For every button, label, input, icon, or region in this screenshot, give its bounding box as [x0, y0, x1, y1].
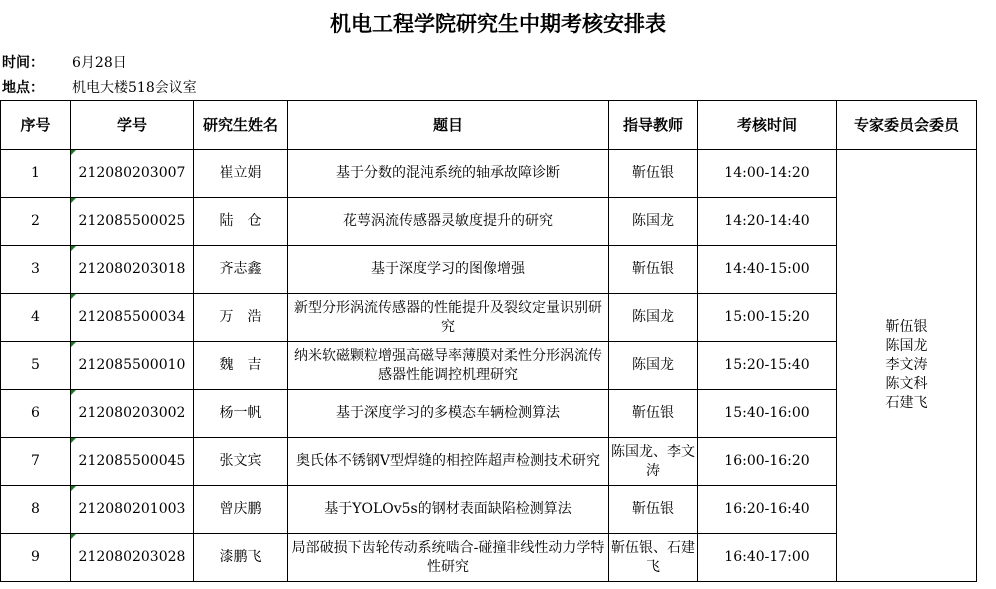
- exam-time[interactable]: 14:20-14:40: [698, 198, 837, 246]
- exam-time[interactable]: 16:40-17:00: [698, 534, 837, 582]
- table-row: [1, 534, 977, 582]
- header-advisor: 指导教师: [609, 101, 698, 150]
- table-row: [1, 150, 977, 198]
- topic[interactable]: 新型分形涡流传感器的性能提升及裂纹定量识别研究: [288, 294, 609, 342]
- place-row: [2, 77, 197, 97]
- advisor[interactable]: 靳伍银、石建飞: [609, 534, 698, 582]
- expert-committee-cell[interactable]: [837, 150, 977, 582]
- table-row: [1, 246, 977, 294]
- topic[interactable]: 基于YOLOv5s的钢材表面缺陷检测算法: [288, 486, 609, 534]
- table-row: [1, 342, 977, 390]
- row-no: 1: [1, 150, 71, 198]
- row-no: 4: [1, 294, 71, 342]
- header-student-id: 学号: [71, 101, 194, 150]
- exam-time[interactable]: 16:00-16:20: [698, 438, 837, 486]
- row-no: 8: [1, 486, 71, 534]
- exam-time[interactable]: 16:20-16:40: [698, 486, 837, 534]
- row-no: 9: [1, 534, 71, 582]
- header-topic: 题目: [288, 101, 609, 150]
- row-no: 2: [1, 198, 71, 246]
- student-name[interactable]: 万 浩: [194, 294, 288, 342]
- student-name[interactable]: 漆鹏飞: [194, 534, 288, 582]
- advisor[interactable]: 陈国龙、李文涛: [609, 438, 698, 486]
- expert-name: 陈文科: [885, 376, 928, 392]
- student-name[interactable]: 魏 吉: [194, 342, 288, 390]
- row-no: 6: [1, 390, 71, 438]
- topic[interactable]: 纳米软磁颗粒增强高磁导率薄膜对柔性分形涡流传感器性能调控机理研究: [288, 342, 609, 390]
- table-row: [1, 438, 977, 486]
- student-name[interactable]: 崔立娟: [194, 150, 288, 198]
- advisor[interactable]: 靳伍银: [609, 246, 698, 294]
- advisor[interactable]: 靳伍银: [609, 390, 698, 438]
- student-id[interactable]: 212080201003: [71, 486, 194, 534]
- student-id[interactable]: 212085500025: [71, 198, 194, 246]
- time-label: 时间：: [2, 55, 44, 71]
- row-no: 3: [1, 246, 71, 294]
- student-name[interactable]: 陆 仓: [194, 198, 288, 246]
- student-id[interactable]: 212080203007: [71, 150, 194, 198]
- place-value: 机电大楼518会议室: [72, 80, 197, 96]
- exam-time[interactable]: 14:40-15:00: [698, 246, 837, 294]
- expert-name: 陈国龙: [885, 338, 928, 354]
- exam-time[interactable]: 14:00-14:20: [698, 150, 837, 198]
- topic[interactable]: 局部破损下齿轮传动系统啮合-碰撞非线性动力学特性研究: [288, 534, 609, 582]
- place-label: 地点：: [2, 80, 44, 96]
- advisor[interactable]: 靳伍银: [609, 486, 698, 534]
- header-exam-time: 考核时间: [698, 101, 837, 150]
- topic[interactable]: 基于分数的混沌系统的轴承故障诊断: [288, 150, 609, 198]
- student-id[interactable]: 212085500034: [71, 294, 194, 342]
- advisor[interactable]: 陈国龙: [609, 198, 698, 246]
- topic[interactable]: 奥氏体不锈钢V型焊缝的相控阵超声检测技术研究: [288, 438, 609, 486]
- row-no: 7: [1, 438, 71, 486]
- student-name[interactable]: 齐志鑫: [194, 246, 288, 294]
- topic[interactable]: 基于深度学习的图像增强: [288, 246, 609, 294]
- student-name[interactable]: 张文宾: [194, 438, 288, 486]
- table-row: [1, 198, 977, 246]
- student-id[interactable]: 212080203002: [71, 390, 194, 438]
- time-row: [2, 52, 127, 72]
- exam-time[interactable]: 15:20-15:40: [698, 342, 837, 390]
- page-title: 机电工程学院研究生中期考核安排表: [330, 12, 666, 36]
- time-value: 6月28日: [72, 55, 127, 71]
- exam-time[interactable]: 15:40-16:00: [698, 390, 837, 438]
- header-student-name: 研究生姓名: [194, 101, 288, 150]
- exam-time[interactable]: 15:00-15:20: [698, 294, 837, 342]
- table-row: [1, 486, 977, 534]
- expert-name: 李文涛: [885, 357, 928, 373]
- advisor[interactable]: 靳伍银: [609, 150, 698, 198]
- table-row: [1, 390, 977, 438]
- topic[interactable]: 基于深度学习的多模态车辆检测算法: [288, 390, 609, 438]
- row-no: 5: [1, 342, 71, 390]
- advisor[interactable]: 陈国龙: [609, 294, 698, 342]
- expert-name: 靳伍银: [885, 319, 928, 335]
- header-no: 序号: [1, 101, 71, 150]
- schedule-table: [0, 100, 977, 582]
- student-id[interactable]: 212085500045: [71, 438, 194, 486]
- student-name[interactable]: 杨一帆: [194, 390, 288, 438]
- topic[interactable]: 花萼涡流传感器灵敏度提升的研究: [288, 198, 609, 246]
- student-name[interactable]: 曾庆鹏: [194, 486, 288, 534]
- student-id[interactable]: 212080203028: [71, 534, 194, 582]
- advisor[interactable]: 陈国龙: [609, 342, 698, 390]
- table-row: [1, 294, 977, 342]
- student-id[interactable]: 212080203018: [71, 246, 194, 294]
- expert-name: 石建飞: [885, 395, 928, 411]
- table-header-row: [1, 101, 977, 150]
- header-experts: 专家委员会委员: [837, 101, 977, 150]
- student-id[interactable]: 212085500010: [71, 342, 194, 390]
